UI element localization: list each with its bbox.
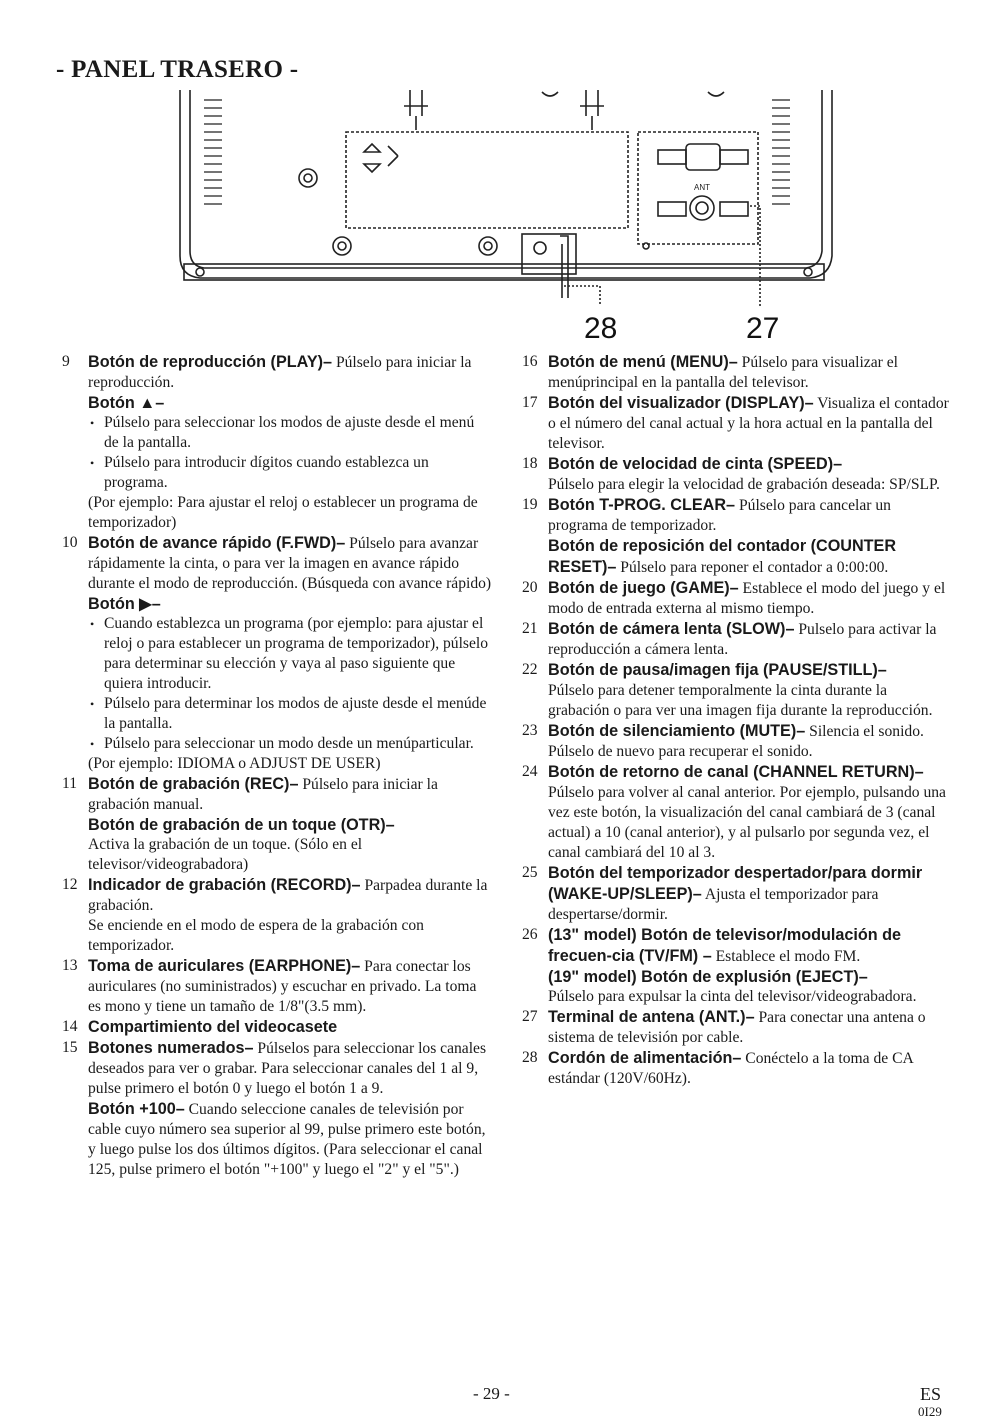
item-20: [522, 578, 952, 619]
item-subtext: Púlselo para reponer el contador a 0:00:00.: [620, 559, 889, 576]
right-column: [522, 352, 952, 1089]
item-15: [62, 1038, 492, 1180]
item-heading: Botones numerados–: [88, 1039, 254, 1057]
item-number: 21: [522, 620, 538, 637]
item-number: 12: [62, 876, 78, 893]
item-25: [522, 863, 952, 925]
item-26: [522, 925, 952, 1007]
item-subheading: (19" model) Botón de explusión (EJECT)–: [548, 968, 868, 986]
item-number: 18: [522, 455, 538, 472]
item-text: Silencia el sonido. Púlselo de nuevo para recuperar el sonido.: [548, 723, 924, 760]
item-heading: Terminal de antena (ANT.)–: [548, 1008, 755, 1026]
item-number: 19: [522, 496, 538, 513]
item-number: 23: [522, 722, 538, 739]
language-code: ES: [920, 1384, 942, 1404]
item-28: [522, 1048, 952, 1089]
item-text: Púlselos para seleccionar los canales deseados para ver o grabar. Para seleccionar canales del 1 al 9, pulse primero el botón 0 y luego el botón 1 a 9.: [88, 1040, 487, 1097]
item-heading: Botón de grabación (REC)–: [88, 775, 299, 793]
item-number: 25: [522, 864, 538, 881]
item-subheading: Botón ▲–: [88, 394, 165, 412]
item-text: Púlselo para elegir la velocidad de grabación deseada: SP/SLP.: [548, 476, 940, 493]
item-text: Conéctelo a la toma de CA estándar (120V/60Hz).: [548, 1050, 913, 1087]
item-9: [62, 352, 492, 533]
bullet: • Púlselo para introducir dígitos cuando establezca un programa.: [88, 453, 492, 493]
item-heading: Botón del temporizador despertador/para dormir (WAKE-UP/SLEEP)–: [548, 864, 923, 903]
item-16: [522, 352, 952, 393]
bullet: • Púlselo para seleccionar los modos de ajuste desde el menú de la pantalla.: [88, 413, 492, 453]
item-text: Púlselo para avanzar rápidamente la cinta, o para ver la imagen en avance rápido durante el modo de reproducción. (Búsqueda con avance rápido): [88, 535, 492, 592]
bullet: • Púlselo para seleccionar un modo desde un menúparticular.: [88, 734, 492, 754]
item-heading: Compartimiento del videocasete: [88, 1018, 338, 1036]
callout-27: 27: [746, 312, 780, 345]
item-number: 13: [62, 957, 78, 974]
item-heading: Indicador de grabación (RECORD)–: [88, 876, 361, 894]
page-title: - PANEL TRASERO -: [56, 56, 299, 83]
item-heading: Botón de retorno de canal (CHANNEL RETURN)–: [548, 763, 924, 781]
item-text-2: Se enciende en el modo de espera de la grabación con temporizador.: [88, 917, 424, 954]
item-12: [62, 875, 492, 956]
item-number: 15: [62, 1039, 78, 1056]
item-text: Púlselo para iniciar la grabación manual.: [88, 776, 438, 813]
item-number: 14: [62, 1018, 78, 1035]
document-code: 0I29: [918, 1404, 942, 1419]
item-subtext: Púlselo para expulsar la cinta del televisor/videograbadora.: [548, 988, 917, 1005]
item-text: Para conectar los auriculares (no suministrados) y escuchar en privado. La toma es mono y tiene un tamaño de 1/8"(3.5 mm).: [88, 958, 477, 1015]
item-number: 28: [522, 1049, 538, 1066]
left-column: [62, 352, 492, 1180]
item-heading: (13" model) Botón de televisor/modulación de frecuen-cia (TV/FM) –: [548, 926, 902, 965]
item-subtext: Activa la grabación de un toque. (Sólo en el televisor/videograbadora): [88, 836, 363, 873]
item-heading: Toma de auriculares (EARPHONE)–: [88, 957, 361, 975]
item-text: Establece el modo del juego y el modo de entrada externa al mismo tiempo.: [548, 580, 946, 617]
item-number: 26: [522, 926, 538, 943]
rear-panel-diagram: [160, 86, 850, 346]
item-subtext: Cuando seleccione canales de televisión por cable cuyo número sea superior al 99, pulse primero este botón, y luego pulse los dos últimos dígitos. (Para seleccionar el canal 125, pulse primero el botón "+100" y luego el "2" y el "5".): [88, 1101, 486, 1178]
item-note: (Por ejemplo: IDIOMA o ADJUST DE USER): [88, 755, 381, 772]
item-text: Púlselo para visualizar el menúprincipal en la pantalla del televisor.: [548, 354, 898, 391]
item-22: [522, 660, 952, 721]
item-10: [62, 533, 492, 774]
item-subheading: Botón de grabación de un toque (OTR)–: [88, 816, 395, 834]
item-heading: Botón de menú (MENU)–: [548, 353, 738, 371]
callout-28: 28: [584, 312, 618, 345]
item-27: [522, 1007, 952, 1048]
item-heading: Botón de juego (GAME)–: [548, 579, 739, 597]
item-text: Visualiza el contador o el número del canal actual y la hora actual en la pantalla del televisor.: [548, 395, 949, 452]
item-number: 9: [62, 353, 70, 370]
item-number: 20: [522, 579, 538, 596]
item-number: 22: [522, 661, 538, 678]
item-24: [522, 762, 952, 863]
item-heading: Botón de cámera lenta (SLOW)–: [548, 620, 795, 638]
item-text: Púlselo para iniciar la reproducción.: [88, 354, 472, 391]
item-heading: Botón de avance rápido (F.FWD)–: [88, 534, 346, 552]
item-17: [522, 393, 952, 454]
item-text: Ajusta el temporizador para despertarse/dormir.: [548, 886, 879, 923]
item-heading: Botón de pausa/imagen fija (PAUSE/STILL)–: [548, 661, 887, 679]
bullet: • Púlselo para determinar los modos de ajuste desde el menúde la pantalla.: [88, 694, 492, 734]
item-21: [522, 619, 952, 660]
item-18: [522, 454, 952, 495]
item-text: Parpadea durante la grabación.: [88, 877, 488, 914]
item-heading: Botón de velocidad de cinta (SPEED)–: [548, 455, 843, 473]
item-23: [522, 721, 952, 762]
item-text: Pulselo para activar la reproducción a cámera lenta.: [548, 621, 937, 658]
item-heading: Botón T-PROG. CLEAR–: [548, 496, 736, 514]
item-subheading: Botón de reposición del contador (COUNTER RESET)–: [548, 537, 897, 576]
item-heading: Botón de reproducción (PLAY)–: [88, 353, 333, 371]
item-heading: Botón de silenciamiento (MUTE)–: [548, 722, 806, 740]
item-number: 27: [522, 1008, 538, 1025]
item-text: Púlselo para volver al canal anterior. Por ejemplo, pulsando una vez este botón, la visualización del canal cambiará de 3 (canal actual) a 10 (canal anterior), y al pulsarlo por segunda vez, el canal cambiará del 10 al 3.: [548, 784, 946, 861]
item-subheading: Botón +100–: [88, 1100, 185, 1118]
item-text: Púlselo para detener temporalmente la cinta durante la grabación o para ver una imagen fija durante la reproducción.: [548, 682, 933, 719]
item-text: Púlselo para cancelar un programa de temporizador.: [548, 497, 891, 534]
item-subheading: Botón ▶–: [88, 595, 161, 613]
ant-label: ANT: [694, 183, 710, 192]
item-11: [62, 774, 492, 875]
item-text: Establece el modo FM.: [715, 948, 861, 965]
item-13: [62, 956, 492, 1017]
page-number: - 29 -: [473, 1384, 510, 1403]
item-heading: Cordón de alimentación–: [548, 1049, 742, 1067]
item-number: 24: [522, 763, 538, 780]
item-19: [522, 495, 952, 578]
item-number: 11: [62, 775, 78, 792]
item-number: 17: [522, 394, 538, 411]
bullet: • Cuando establezca un programa (por ejemplo: para ajustar el reloj o para establecer un programa de temporizador), púlselo para determinar su elección y vaya al paso siguiente que quiera introducir.: [88, 614, 492, 694]
item-14: [62, 1017, 492, 1038]
item-heading: Botón del visualizador (DISPLAY)–: [548, 394, 814, 412]
item-number: 10: [62, 534, 78, 551]
item-note: (Por ejemplo: Para ajustar el reloj o establecer un programa de temporizador): [88, 494, 478, 531]
item-number: 16: [522, 353, 538, 370]
item-text: Para conectar una antena o sistema de televisión por cable.: [548, 1009, 926, 1046]
